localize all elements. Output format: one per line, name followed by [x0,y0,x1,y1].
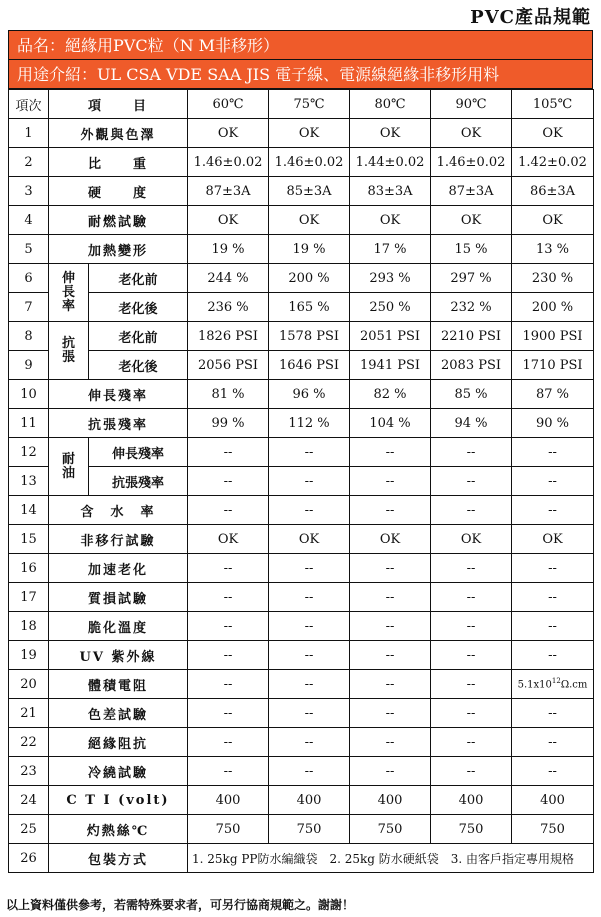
group-label-elongation [49,264,89,322]
value-cell: -- [269,496,350,525]
header-temp: 105℃ [512,90,594,119]
product-name-band: 品名：絕緣用PVC粒（N M非移形） [8,30,593,60]
header-temp: 75℃ [269,90,350,119]
item-label: 質損試驗 [49,583,188,612]
value-cell: 230 % [512,264,594,293]
value-cell: 400 [512,786,594,815]
value-cell: 2051 PSI [350,322,431,351]
value-cell: -- [188,583,269,612]
value-cell: 86±3A [512,177,594,206]
value-cell: -- [512,554,594,583]
value-cell: 1900 PSI [512,322,594,351]
row-number: 7 [9,293,49,322]
group-label-char: 張 [61,349,75,365]
value-cell: -- [188,496,269,525]
row-number: 5 [9,235,49,264]
value-cell: -- [269,612,350,641]
sub-item: 老化後 [89,293,188,322]
value-cell: -- [350,641,431,670]
row-number: 15 [9,525,49,554]
table-row [9,525,594,554]
group-label-char: 伸 [61,270,75,286]
value-cell: -- [431,670,512,699]
value-cell: 1.46±0.02 [431,148,512,177]
value-cell: -- [188,612,269,641]
header-temp: 60℃ [188,90,269,119]
value-cell: 400 [188,786,269,815]
value-cell: -- [350,757,431,786]
item-label: 絕緣阻抗 [49,728,188,757]
value-cell: 2056 PSI [188,351,269,380]
value-cell: -- [188,438,269,467]
value-cell: 1578 PSI [269,322,350,351]
row-number: 4 [9,206,49,235]
table-row [9,322,594,351]
value-cell: -- [350,496,431,525]
value-cell: OK [512,206,594,235]
value-cell: -- [269,670,350,699]
value-cell: OK [350,119,431,148]
table-row [9,844,594,873]
value-cell: -- [350,670,431,699]
value-cell: OK [431,206,512,235]
row-number: 14 [9,496,49,525]
value-cell: 165 % [269,293,350,322]
row-number: 10 [9,380,49,409]
spec-table [8,89,594,873]
row-number: 3 [9,177,49,206]
value-cell: OK [269,525,350,554]
value-cell: 15 % [431,235,512,264]
value-cell: -- [512,641,594,670]
item-label: 加速老化 [49,554,188,583]
value-cell: 1.44±0.02 [350,148,431,177]
item-label: 色差試驗 [49,699,188,728]
item-label: 耐燃試驗 [49,206,188,235]
value-cell: OK [512,119,594,148]
group-label-oil [49,438,89,496]
table-row [9,119,594,148]
value-cell: -- [188,699,269,728]
group-label-char: 長 [61,284,75,300]
item-label: 伸長殘率 [49,380,188,409]
table-row [9,235,594,264]
value-cell: 1.46±0.02 [188,148,269,177]
value-cell: -- [269,467,350,496]
item-label: 比 重 [49,148,188,177]
sub-item: 老化前 [89,322,188,351]
value-cell: -- [188,757,269,786]
value-cell: 2083 PSI [431,351,512,380]
value-cell: 85±3A [269,177,350,206]
value-cell: -- [269,757,350,786]
usage-band: 用途介紹：UL CSA VDE SAA JIS 電子線、電源線絕緣非移形用料 [8,60,593,89]
packing-methods: 1. 25kg PP防水編織袋 2. 25kg 防水硬紙袋 3. 由客戶指定專用規格 [188,844,594,873]
value-cell: -- [350,467,431,496]
value-cell: -- [350,554,431,583]
row-number: 22 [9,728,49,757]
header-no: 項次 [9,90,49,119]
header-item: 項 目 [49,90,188,119]
value-cell: -- [512,728,594,757]
value-cell: OK [350,525,431,554]
row-number: 8 [9,322,49,351]
table-row [9,264,594,293]
value-cell: 1826 PSI [188,322,269,351]
value-cell: 19 % [188,235,269,264]
value-cell: -- [269,641,350,670]
item-label: 脆化溫度 [49,612,188,641]
item-label: 非移行試驗 [49,525,188,554]
value-cell: 297 % [431,264,512,293]
value-cell: -- [431,496,512,525]
item-label: C T I (volt) [49,786,188,815]
value-cell: 232 % [431,293,512,322]
header-temp: 80℃ [350,90,431,119]
item-label: 含 水 率 [49,496,188,525]
value-cell: OK [269,206,350,235]
value-cell: OK [188,525,269,554]
table-row [9,496,594,525]
table-row [9,409,594,438]
row-number: 17 [9,583,49,612]
table-row [9,815,594,844]
value-cell: 81 % [188,380,269,409]
value-cell: -- [431,583,512,612]
item-label: UV 紫外線 [49,641,188,670]
value-cell: 250 % [350,293,431,322]
value-cell: -- [188,728,269,757]
value-cell: OK [269,119,350,148]
value-cell: -- [431,612,512,641]
item-label: 體積電阻 [49,670,188,699]
value-cell: 2210 PSI [431,322,512,351]
table-row [9,757,594,786]
value-cell: -- [350,583,431,612]
value-cell: 400 [269,786,350,815]
item-label: 包裝方式 [49,844,188,873]
value-cell: 112 % [269,409,350,438]
item-label: 抗張殘率 [49,409,188,438]
value-cell: 96 % [269,380,350,409]
value-cell: 200 % [269,264,350,293]
row-number: 18 [9,612,49,641]
value-cell: 13 % [512,235,594,264]
value-cell [512,670,594,699]
value-cell: -- [269,554,350,583]
value-cell: -- [512,757,594,786]
table-row [9,728,594,757]
value-cell: -- [431,728,512,757]
table-row [9,380,594,409]
value-cell: -- [350,728,431,757]
row-number: 25 [9,815,49,844]
table-row [9,554,594,583]
value-cell: -- [188,641,269,670]
value-cell: -- [512,496,594,525]
sub-item: 老化前 [89,264,188,293]
value-cell: 1646 PSI [269,351,350,380]
row-number: 9 [9,351,49,380]
page-title: PVC產品規範 [470,7,591,28]
table-row [9,670,594,699]
item-label: 冷繞試驗 [49,757,188,786]
sub-item: 抗張殘率 [89,467,188,496]
value-cell: 200 % [512,293,594,322]
value-cell: -- [188,554,269,583]
table-row [9,148,594,177]
value-cell: -- [431,467,512,496]
table-row [9,699,594,728]
header-temp: 90℃ [431,90,512,119]
table-row [9,438,594,467]
table-row [9,293,594,322]
value-cell: 244 % [188,264,269,293]
value-cell: 87±3A [188,177,269,206]
value-cell: -- [431,757,512,786]
value-cell: 750 [269,815,350,844]
value-cell: -- [431,699,512,728]
group-label-char: 抗 [61,335,75,351]
value-cell: -- [188,467,269,496]
row-number: 23 [9,757,49,786]
row-number: 11 [9,409,49,438]
table-row [9,583,594,612]
row-number: 1 [9,119,49,148]
value-cell: 750 [431,815,512,844]
value-cell: OK [350,206,431,235]
row-number: 26 [9,844,49,873]
value-cell: OK [188,119,269,148]
table-row [9,641,594,670]
value-cell: -- [512,467,594,496]
row-number: 16 [9,554,49,583]
resistance-exponent: 12 [551,677,561,686]
value-cell: -- [512,583,594,612]
item-label: 硬 度 [49,177,188,206]
value-cell: 1710 PSI [512,351,594,380]
value-cell: 90 % [512,409,594,438]
value-cell: OK [512,525,594,554]
value-cell: OK [188,206,269,235]
value-cell: 99 % [188,409,269,438]
value-cell: 87 % [512,380,594,409]
value-cell: -- [269,728,350,757]
table-row [9,206,594,235]
value-cell: -- [269,699,350,728]
value-cell: 236 % [188,293,269,322]
value-cell: -- [350,699,431,728]
value-cell: -- [188,670,269,699]
sub-item: 老化後 [89,351,188,380]
value-cell: -- [512,699,594,728]
value-cell: 750 [188,815,269,844]
value-cell: 87±3A [431,177,512,206]
group-label-char: 油 [61,465,75,481]
value-cell: 1.42±0.02 [512,148,594,177]
resistance-unit: Ω.cm [560,679,588,691]
value-cell: -- [269,438,350,467]
value-cell: 17 % [350,235,431,264]
value-cell: -- [269,583,350,612]
row-number: 24 [9,786,49,815]
value-cell: 82 % [350,380,431,409]
spec-sheet [8,30,593,873]
value-cell: OK [431,525,512,554]
value-cell: -- [431,641,512,670]
table-row [9,612,594,641]
table-row [9,177,594,206]
header-row [9,90,594,119]
item-label: 加熱變形 [49,235,188,264]
row-number: 2 [9,148,49,177]
value-cell: 293 % [350,264,431,293]
row-number: 13 [9,467,49,496]
group-label-char: 率 [61,298,75,314]
value-cell: -- [512,438,594,467]
sub-item: 伸長殘率 [89,438,188,467]
value-cell: 94 % [431,409,512,438]
value-cell: 400 [350,786,431,815]
table-row [9,467,594,496]
value-cell: -- [350,438,431,467]
value-cell: 1941 PSI [350,351,431,380]
value-cell: -- [350,612,431,641]
row-number: 12 [9,438,49,467]
value-cell: 400 [431,786,512,815]
group-label-tensile [49,322,89,380]
value-cell: -- [512,612,594,641]
row-number: 21 [9,699,49,728]
row-number: 6 [9,264,49,293]
table-row [9,786,594,815]
value-cell: 750 [512,815,594,844]
value-cell: OK [431,119,512,148]
resistance-base: 5.1x10 [517,679,552,691]
item-label: 外觀與色澤 [49,119,188,148]
value-cell: 83±3A [350,177,431,206]
value-cell: -- [431,554,512,583]
item-label: 灼熱絲℃ [49,815,188,844]
value-cell: 1.46±0.02 [269,148,350,177]
value-cell: 19 % [269,235,350,264]
value-cell: -- [431,438,512,467]
value-cell: 104 % [350,409,431,438]
value-cell: 85 % [431,380,512,409]
row-number: 20 [9,670,49,699]
footnote: 以上資料僅供參考，若需特殊要求者，可另行協商規範之。謝謝！ [6,898,355,912]
value-cell: 750 [350,815,431,844]
row-number: 19 [9,641,49,670]
group-label-char: 耐 [61,451,75,467]
table-row [9,351,594,380]
